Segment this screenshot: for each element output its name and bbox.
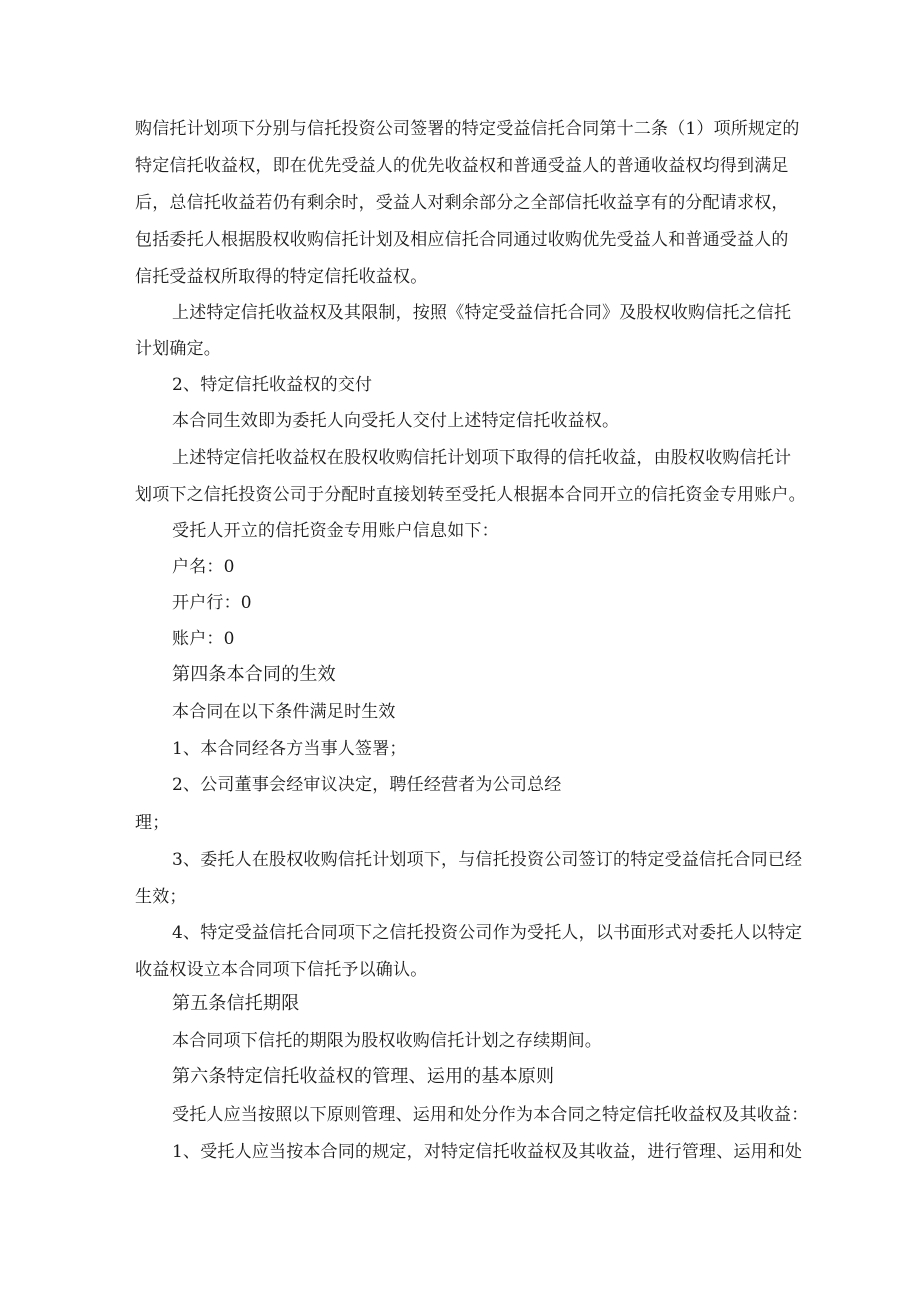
paragraph-line: 受托人开立的信托资金专用账户信息如下： — [172, 521, 499, 541]
paragraph-line: 后，总信托收益若仍有剩余时，受益人对剩余部分之全部信托收益享有的分配请求权， — [135, 193, 789, 213]
section-subtitle: 2、特定信托收益权的交付 — [172, 375, 373, 395]
paragraph-line: 特定信托收益权，即在优先受益人的优先收益权和普通受益人的普通收益权均得到满足 — [135, 156, 789, 176]
paragraph-line: 信托受益权所取得的特定信托收益权。 — [135, 267, 428, 287]
paragraph-line: 包括委托人根据股权收购信托计划及相应信托合同通过收购优先受益人和普通受益人的 — [135, 230, 789, 250]
paragraph-line: 本合同项下信托的期限为股权收购信托计划之存续期间。 — [172, 1031, 602, 1051]
article-6-title: 第六条特定信托收益权的管理、运用的基本原则 — [172, 1066, 555, 1087]
condition-item: 3、委托人在股权收购信托计划项下，与信托投资公司签订的特定受益信托合同已经 — [172, 850, 803, 870]
paragraph-line: 计划确定。 — [135, 339, 221, 359]
condition-item: 收益权设立本合同项下信托予以确认。 — [135, 960, 428, 980]
condition-item: 2、公司董事会经审议决定，聘任经营者为公司总经 — [172, 775, 562, 795]
account-name: 户名：0 — [172, 557, 235, 577]
paragraph-line: 购信托计划项下分别与信托投资公司签署的特定受益信托合同第十二条（1）项所规定的 — [135, 119, 800, 139]
paragraph-line: 上述特定信托收益权在股权收购信托计划项下取得的信托收益，由股权收购信托计 — [172, 448, 792, 468]
paragraph-line: 受托人应当按照以下原则管理、运用和处分作为本合同之特定信托收益权及其收益： — [172, 1105, 809, 1125]
principle-item: 1、受托人应当按本合同的规定，对特定信托收益权及其收益，进行管理、运用和处 — [172, 1142, 803, 1162]
condition-item: 4、特定受益信托合同项下之信托投资公司作为受托人，以书面形式对委托人以特定 — [172, 923, 803, 943]
article-4-title: 第四条本合同的生效 — [172, 664, 336, 685]
paragraph-line: 本合同在以下条件满足时生效 — [172, 702, 396, 722]
paragraph-line: 上述特定信托收益权及其限制，按照《特定受益信托合同》及股权收购信托之信托 — [172, 303, 792, 323]
paragraph-line: 本合同生效即为委托人向受托人交付上述特定信托收益权。 — [172, 411, 620, 431]
condition-item: 生效； — [135, 887, 187, 907]
account-bank: 开户行：0 — [172, 593, 252, 613]
condition-item: 理； — [135, 813, 170, 833]
article-5-title: 第五条信托期限 — [172, 993, 300, 1014]
condition-item: 1、本合同经各方当事人签署； — [172, 739, 407, 759]
account-number: 账户：0 — [172, 629, 235, 649]
paragraph-line: 划项下之信托投资公司于分配时直接划转至受托人根据本合同开立的信托资金专用账户。 — [135, 485, 806, 505]
